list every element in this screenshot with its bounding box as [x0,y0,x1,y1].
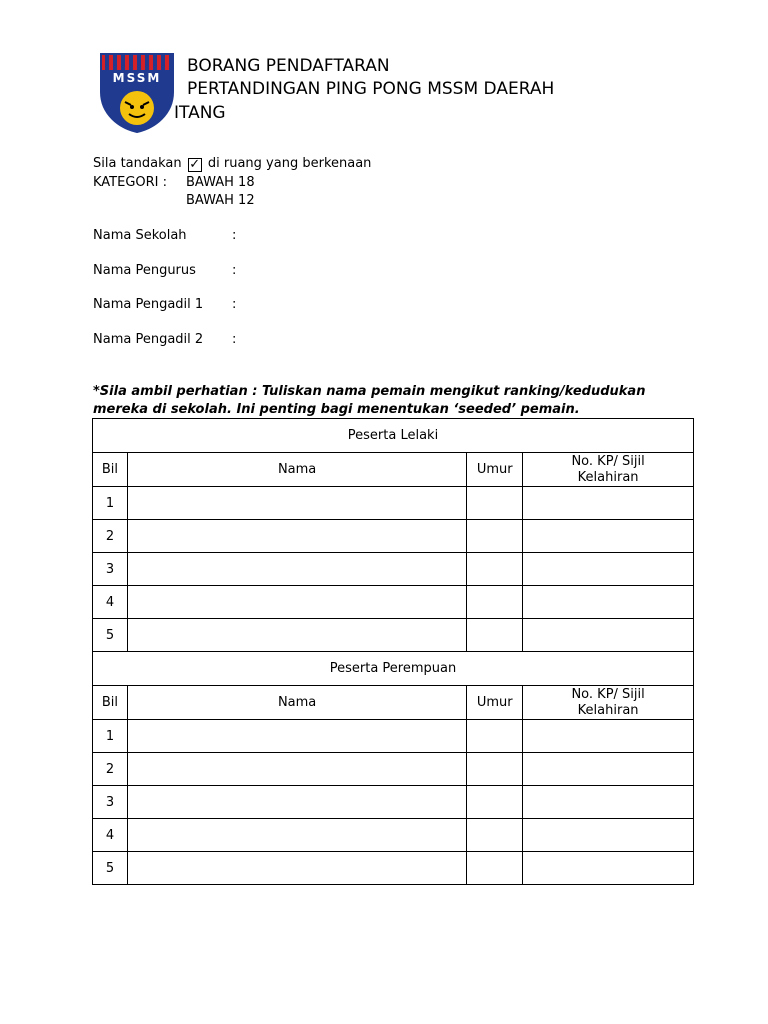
cell-nama[interactable] [127,819,466,852]
cell-umur[interactable] [467,619,523,652]
col-header-umur: Umur [467,686,523,720]
tick-instruction-before: Sila tandakan [93,156,182,171]
cell-nama[interactable] [127,720,466,753]
kategori-label: KATEGORI : [93,175,168,190]
checkbox-icon[interactable]: ✓ [189,157,201,172]
cell-umur[interactable] [467,520,523,553]
cell-no-kp[interactable] [523,852,694,885]
note-line-1: *Sila ambil perhatian : Tuliskan nama pemain mengikut ranking/kedudukan [93,384,646,399]
col-header-no-kp-line1: No. KP/ Sijil [571,453,645,469]
cell-umur[interactable] [467,553,523,586]
table-row [93,487,694,520]
field-separator: : [232,297,237,312]
cell-nama[interactable] [127,852,466,885]
cell-umur[interactable] [467,720,523,753]
cell-no-kp[interactable] [523,786,694,819]
table-row [93,619,694,652]
col-header-umur: Umur [467,453,523,487]
row-number: 4 [93,819,128,852]
tick-instruction [93,155,371,172]
mssm-logo [99,52,175,134]
tick-instruction-after: di ruang yang berkenaan [207,156,372,171]
field-label-nama-pengadil-1: Nama Pengadil 1 [93,297,204,312]
cell-nama[interactable] [127,786,466,819]
row-number: 1 [93,487,128,520]
section-title-perempuan: Peserta Perempuan [93,652,694,686]
table-row [93,753,694,786]
cell-nama[interactable] [127,487,466,520]
table-peserta-lelaki [92,418,694,885]
field-separator: : [232,228,237,243]
col-header-bil: Bil [93,686,128,720]
col-header-nama: Nama [127,453,466,487]
cell-no-kp[interactable] [523,720,694,753]
note [93,383,645,419]
table-row [93,786,694,819]
col-header-no-kp-line2: Kelahiran [577,469,639,485]
cell-no-kp[interactable] [523,520,694,553]
table-row [93,586,694,619]
section-title-lelaki: Peserta Lelaki [93,419,694,453]
row-number: 3 [93,553,128,586]
cell-umur[interactable] [467,819,523,852]
row-number: 5 [93,619,128,652]
col-header-no-kp-line1: No. KP/ Sijil [571,686,645,702]
table-row [93,720,694,753]
cell-no-kp[interactable] [523,487,694,520]
cell-umur[interactable] [467,786,523,819]
row-number: 1 [93,720,128,753]
field-separator: : [232,332,237,347]
col-header-nama: Nama [127,686,466,720]
cell-umur[interactable] [467,487,523,520]
kategori-option-bawah-18[interactable]: BAWAH 18 [186,175,255,190]
cell-no-kp[interactable] [523,619,694,652]
form-title-line3: ITANG [174,103,226,123]
table-row [93,520,694,553]
table-row [93,852,694,885]
row-number: 5 [93,852,128,885]
col-header-bil: Bil [93,453,128,487]
cell-nama[interactable] [127,520,466,553]
cell-no-kp[interactable] [523,819,694,852]
table-row [93,819,694,852]
col-header-no-kp [523,453,694,487]
cell-no-kp[interactable] [523,753,694,786]
cell-no-kp[interactable] [523,586,694,619]
cell-nama[interactable] [127,553,466,586]
form-title-line1: BORANG PENDAFTARAN [187,56,390,76]
field-label-nama-pengadil-2: Nama Pengadil 2 [93,332,204,347]
cell-nama[interactable] [127,753,466,786]
field-label-nama-sekolah: Nama Sekolah [93,228,187,243]
col-header-no-kp-line2: Kelahiran [577,702,639,718]
field-separator: : [232,263,237,278]
form-title-line2: PERTANDINGAN PING PONG MSSM DAERAH [187,79,555,99]
field-label-nama-pengurus: Nama Pengurus [93,263,196,278]
row-number: 2 [93,753,128,786]
col-header-no-kp [523,686,694,720]
cell-nama[interactable] [127,619,466,652]
cell-nama[interactable] [127,586,466,619]
cell-umur[interactable] [467,852,523,885]
cell-no-kp[interactable] [523,553,694,586]
note-line-2: mereka di sekolah. Ini penting bagi menentukan ‘seeded’ pemain. [93,402,580,417]
logo-text: MSSM [112,71,162,85]
cell-umur[interactable] [467,586,523,619]
row-number: 4 [93,586,128,619]
cell-umur[interactable] [467,753,523,786]
row-number: 3 [93,786,128,819]
row-number: 2 [93,520,128,553]
table-row [93,553,694,586]
kategori-option-bawah-12[interactable]: BAWAH 12 [186,193,255,208]
